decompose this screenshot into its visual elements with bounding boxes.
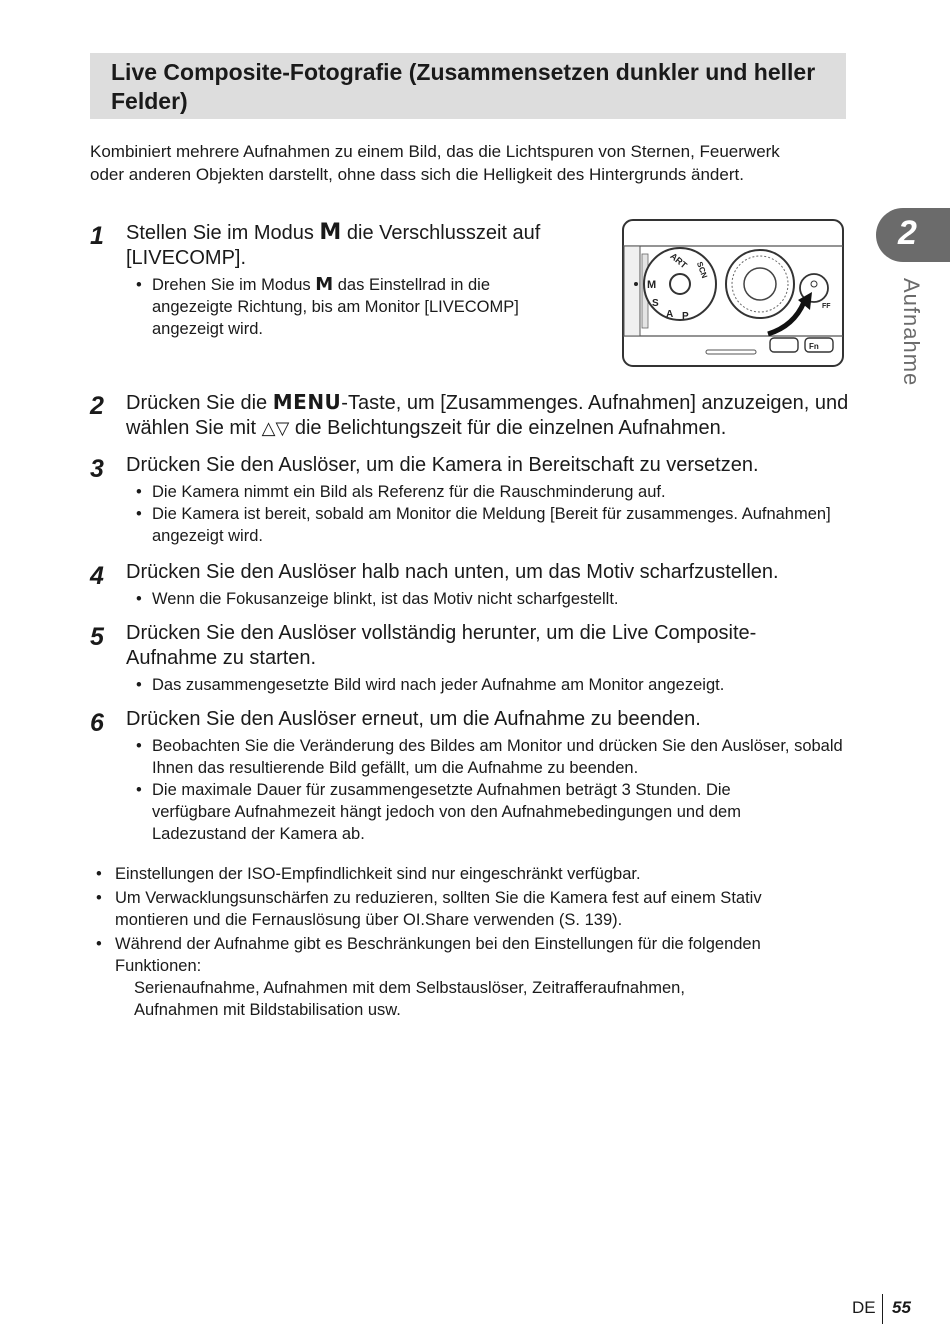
chapter-tab <box>876 208 950 262</box>
step-3 <box>90 453 850 547</box>
bullet-item: • Wenn die Fokusanzeige blinkt, ist das Motiv nicht scharfgestellt. <box>126 588 850 610</box>
step-heading: Drücken Sie den Auslöser vollständig herunter, um die Live Composite-Aufnahme zu starten. <box>126 622 757 669</box>
step-number: 2 <box>90 392 104 420</box>
bullet-item: • Die maximale Dauer für zusammengesetzte Aufnahmen beträgt 3 Stunden. Die verfügbare Aufnahmezeit hängt jedoch von den Aufnahmebedingungen und dem Ladezustand der Kamera ab. <box>126 779 792 845</box>
bullet-item: • Die Kamera nimmt ein Bild als Referenz für die Rauschminderung auf. <box>126 481 850 503</box>
step-number: 4 <box>90 562 104 590</box>
step-number: 6 <box>90 709 104 737</box>
step-number: 1 <box>90 222 104 250</box>
footer-divider <box>882 1294 883 1324</box>
step-4 <box>90 560 850 610</box>
step-2 <box>90 390 850 441</box>
bullet-item: • Das zusammengesetzte Bild wird nach jeder Aufnahme am Monitor angezeigt. <box>126 674 810 696</box>
note-item: • Während der Aufnahme gibt es Beschränkungen bei den Einstellungen für die folgenden Funktionen: Serienaufnahme, Aufnahmen mit dem Selbstauslöser, Zeitrafferaufnahmen, Aufnahmen mit Bildstabilisation usw. <box>90 933 845 1021</box>
menu-button-icon: MENU <box>272 390 342 414</box>
note-item: • Einstellungen der ISO-Empfindlichkeit sind nur eingeschränkt verfügbar. <box>90 863 850 885</box>
step-bullets <box>126 588 850 610</box>
chapter-label: Aufnahme <box>899 278 924 387</box>
note-item: • Um Verwacklungsunschärfen zu reduzieren, sollten Sie die Kamera fest auf einem Stativ montieren und die Fernauslösung über OI.Share verwenden (S. 139). <box>90 887 815 931</box>
chapter-number: 2 <box>898 214 917 252</box>
mode-m-icon: M <box>319 220 342 245</box>
camera-top-illustration <box>622 218 846 370</box>
step-heading: Drücken Sie den Auslöser, um die Kamera in Bereitschaft zu versetzen. <box>126 454 759 476</box>
step-5 <box>90 621 810 696</box>
dial-label-p: P <box>682 311 689 322</box>
dial-label-m: M <box>647 279 657 291</box>
dial-label-scn: SCN <box>694 260 710 280</box>
bullet-item: • Beobachten Sie die Veränderung des Bildes am Monitor und drücken Sie den Auslöser, sobald Ihnen das resultierende Bild gefällt, um die Aufnahme zu beenden. <box>126 735 846 779</box>
step-1 <box>90 220 570 340</box>
step-number: 3 <box>90 455 104 483</box>
step-heading <box>126 220 570 271</box>
page-number: 55 <box>892 1298 911 1317</box>
dial-label-s: S <box>652 298 659 309</box>
fn-label: Fn <box>809 342 819 351</box>
note-sub: Serienaufnahme, Aufnahmen mit dem Selbstauslöser, Zeitrafferaufnahmen, Aufnahmen mit Bildstabilisation usw. <box>134 979 685 1019</box>
section-title-box <box>90 53 846 119</box>
intro-paragraph: Kombiniert mehrere Aufnahmen zu einem Bild, das die Lichtspuren von Sternen, Feuerwerk oder anderen Objekten darstellt, ohne dass sich die Helligkeit des Hintergrunds ändert. <box>90 142 780 184</box>
step-6 <box>90 707 850 845</box>
step-bullets <box>126 481 850 547</box>
step-text: die Verschlusszeit auf [LIVECOMP]. <box>126 222 541 269</box>
step-heading: Drücken Sie den Auslöser erneut, um die Aufnahme zu beenden. <box>126 708 701 730</box>
up-down-arrow-icon: △▽ <box>261 418 290 439</box>
notes-list <box>90 863 850 1023</box>
dial-label-art: ART <box>668 250 689 271</box>
bullet-item: • Die Kamera ist bereit, sobald am Monitor die Meldung [Bereit für zusammenges. Aufnahmen] angezeigt wird. <box>126 503 850 547</box>
mode-m-icon: M <box>315 274 334 295</box>
page-title: Live Composite-Fotografie (Zusammensetzen dunkler und heller Felder) <box>111 59 816 114</box>
step-bullets <box>126 274 570 340</box>
step-heading: Drücken Sie die MENU-Taste, um [Zusammenges. Aufnahmen] anzuzeigen, und wählen Sie mit △▽ die Belichtungszeit für die einzelnen Aufnahmen. <box>126 390 849 439</box>
dial-label-a: A <box>666 309 674 320</box>
step-text: Stellen Sie im Modus <box>126 222 320 244</box>
step-bullets <box>126 674 810 696</box>
ff-label: FF <box>822 303 831 310</box>
step-bullets <box>126 735 846 845</box>
step-heading: Drücken Sie den Auslöser halb nach unten, um das Motiv scharfzustellen. <box>126 561 779 583</box>
step-number: 5 <box>90 623 104 651</box>
language-code: DE <box>852 1298 876 1317</box>
bullet-item: • Drehen Sie im Modus M das Einstellrad in die angezeigte Richtung, bis am Monitor [LIVECOMP] angezeigt wird. <box>126 274 570 340</box>
